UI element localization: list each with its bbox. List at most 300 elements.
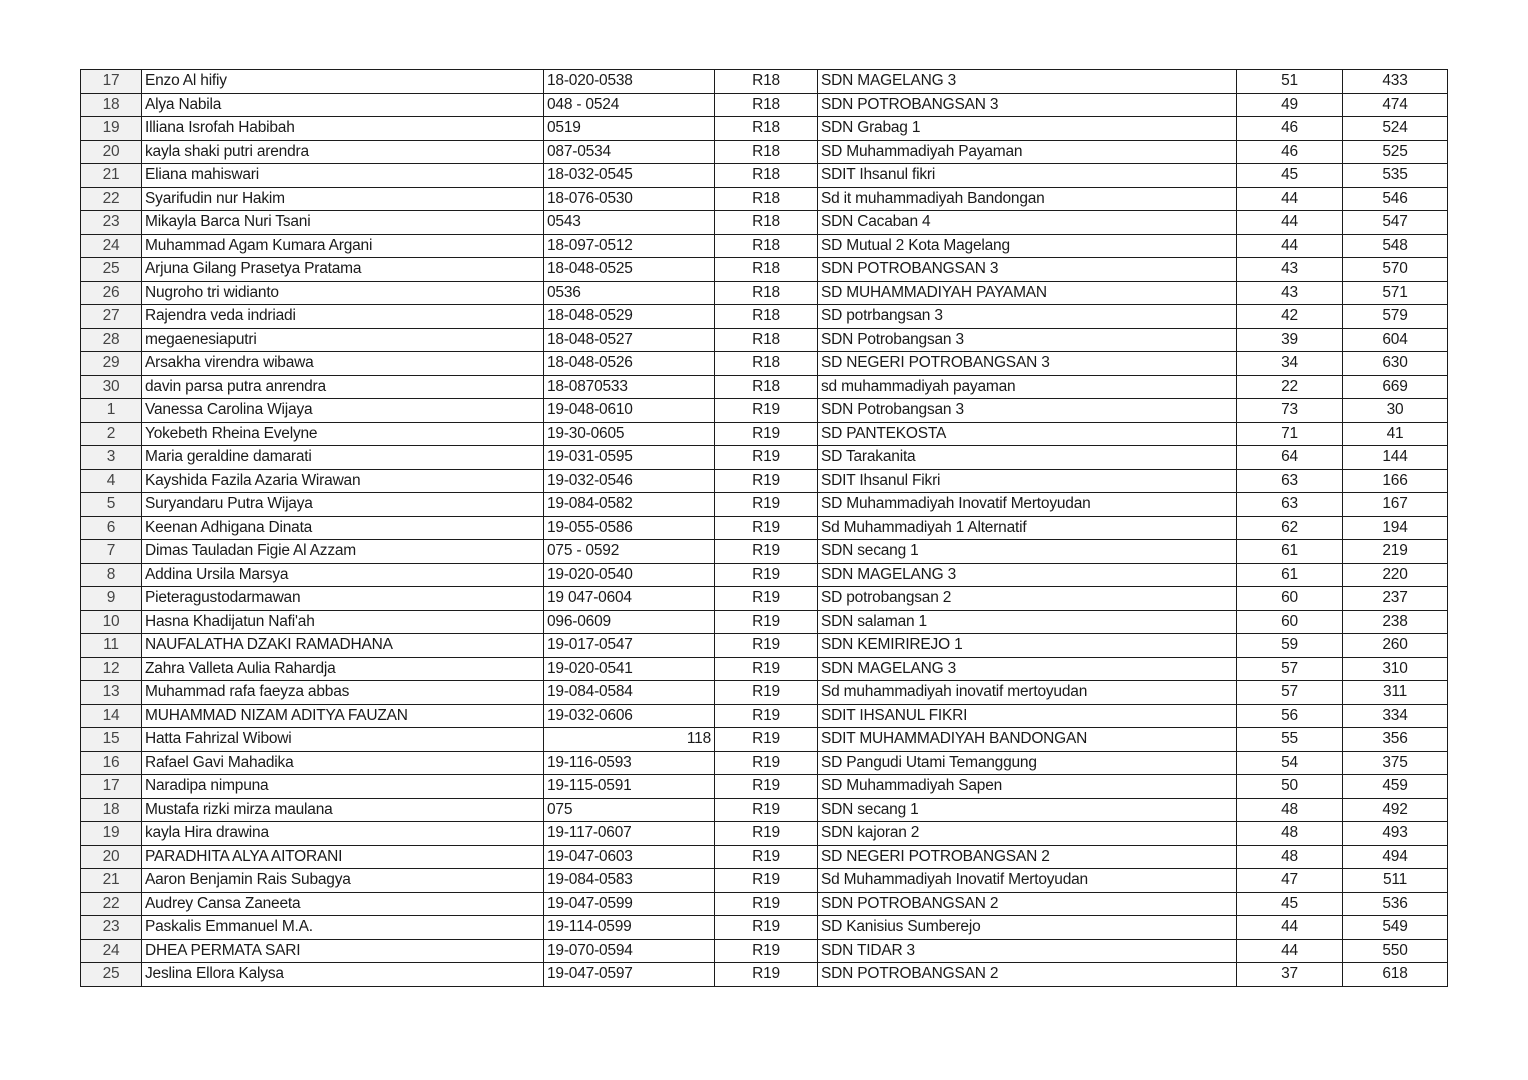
student-name-cell: Naradipa nimpuna (142, 775, 544, 799)
table-row (81, 822, 1448, 846)
rank-cell: 630 (1343, 352, 1448, 376)
participant-code-cell: 19-084-0582 (544, 493, 715, 517)
school-cell: Sd Muhammadiyah Inovatif Mertoyudan (818, 869, 1237, 893)
group-cell: R19 (715, 587, 818, 611)
school-cell: SDN MAGELANG 3 (818, 657, 1237, 681)
student-name-cell: DHEA PERMATA SARI (142, 939, 544, 963)
rank-cell: 547 (1343, 211, 1448, 235)
table-row (81, 563, 1448, 587)
row-number-cell: 2 (81, 422, 142, 446)
school-cell: SD Muhammadiyah Payaman (818, 140, 1237, 164)
participant-code-cell: 19-055-0586 (544, 516, 715, 540)
school-cell: SDIT IHSANUL FIKRI (818, 704, 1237, 728)
table-row (81, 869, 1448, 893)
participant-code-cell: 19-115-0591 (544, 775, 715, 799)
group-cell: R18 (715, 140, 818, 164)
score-cell: 22 (1237, 375, 1343, 399)
row-number-cell: 24 (81, 939, 142, 963)
student-name-cell: Dimas Tauladan Figie Al Azzam (142, 540, 544, 564)
score-cell: 60 (1237, 587, 1343, 611)
row-number-cell: 27 (81, 305, 142, 329)
rank-cell: 525 (1343, 140, 1448, 164)
school-cell: SDN Potrobangsan 3 (818, 399, 1237, 423)
row-number-cell: 22 (81, 187, 142, 211)
rank-cell: 474 (1343, 93, 1448, 117)
group-cell: R19 (715, 916, 818, 940)
row-number-cell: 17 (81, 775, 142, 799)
participant-code-cell: 19-117-0607 (544, 822, 715, 846)
school-cell: SD Muhammadiyah Inovatif Mertoyudan (818, 493, 1237, 517)
row-number-cell: 25 (81, 963, 142, 987)
row-number-cell: 18 (81, 798, 142, 822)
row-number-cell: 12 (81, 657, 142, 681)
student-name-cell: Muhammad rafa faeyza abbas (142, 681, 544, 705)
student-name-cell: Alya Nabila (142, 93, 544, 117)
participant-code-cell: 0536 (544, 281, 715, 305)
group-cell: R19 (715, 845, 818, 869)
school-cell: Sd muhammadiyah inovatif mertoyudan (818, 681, 1237, 705)
score-cell: 48 (1237, 798, 1343, 822)
student-name-cell: Audrey Cansa Zaneeta (142, 892, 544, 916)
score-cell: 37 (1237, 963, 1343, 987)
rank-cell: 604 (1343, 328, 1448, 352)
score-cell: 44 (1237, 916, 1343, 940)
rank-cell: 41 (1343, 422, 1448, 446)
school-cell: SD Kanisius Sumberejo (818, 916, 1237, 940)
participant-code-cell: 19-031-0595 (544, 446, 715, 470)
student-name-cell: megaenesiaputri (142, 328, 544, 352)
student-name-cell: Eliana mahiswari (142, 164, 544, 188)
student-name-cell: Mustafa rizki mirza maulana (142, 798, 544, 822)
table-row (81, 775, 1448, 799)
participant-code-cell: 19-020-0540 (544, 563, 715, 587)
student-name-cell: Addina Ursila Marsya (142, 563, 544, 587)
table-row (81, 916, 1448, 940)
row-number-cell: 4 (81, 469, 142, 493)
row-number-cell: 6 (81, 516, 142, 540)
student-name-cell: Illiana Isrofah Habibah (142, 117, 544, 141)
score-cell: 39 (1237, 328, 1343, 352)
participant-code-cell: 18-048-0529 (544, 305, 715, 329)
participant-code-cell: 19-116-0593 (544, 751, 715, 775)
row-number-cell: 19 (81, 822, 142, 846)
group-cell: R19 (715, 775, 818, 799)
row-number-cell: 8 (81, 563, 142, 587)
row-number-cell: 25 (81, 258, 142, 282)
table-row (81, 352, 1448, 376)
school-cell: SDN KEMIRIREJO 1 (818, 634, 1237, 658)
participant-code-cell: 18-048-0526 (544, 352, 715, 376)
rank-cell: 493 (1343, 822, 1448, 846)
row-number-cell: 26 (81, 281, 142, 305)
group-cell: R18 (715, 258, 818, 282)
group-cell: R19 (715, 469, 818, 493)
row-number-cell: 29 (81, 352, 142, 376)
group-cell: R19 (715, 681, 818, 705)
school-cell: SD MUHAMMADIYAH PAYAMAN (818, 281, 1237, 305)
participant-code-cell: 18-0870533 (544, 375, 715, 399)
row-number-cell: 28 (81, 328, 142, 352)
rank-cell: 579 (1343, 305, 1448, 329)
table-row (81, 469, 1448, 493)
results-table (80, 69, 1448, 987)
row-number-cell: 21 (81, 164, 142, 188)
score-cell: 47 (1237, 869, 1343, 893)
school-cell: SDN salaman 1 (818, 610, 1237, 634)
student-name-cell: Nugroho tri widianto (142, 281, 544, 305)
rank-cell: 546 (1343, 187, 1448, 211)
participant-code-cell: 19-032-0606 (544, 704, 715, 728)
score-cell: 45 (1237, 892, 1343, 916)
participant-code-cell: 087-0534 (544, 140, 715, 164)
rank-cell: 536 (1343, 892, 1448, 916)
student-name-cell: Rafael Gavi Mahadika (142, 751, 544, 775)
school-cell: SD Pangudi Utami Temanggung (818, 751, 1237, 775)
row-number-cell: 20 (81, 140, 142, 164)
student-name-cell: Keenan Adhigana Dinata (142, 516, 544, 540)
group-cell: R19 (715, 704, 818, 728)
table-row (81, 446, 1448, 470)
rank-cell: 260 (1343, 634, 1448, 658)
rank-cell: 375 (1343, 751, 1448, 775)
participant-code-cell: 19-084-0583 (544, 869, 715, 893)
student-name-cell: Aaron Benjamin Rais Subagya (142, 869, 544, 893)
participant-code-cell: 18-032-0545 (544, 164, 715, 188)
student-name-cell: Yokebeth Rheina Evelyne (142, 422, 544, 446)
school-cell: SDN kajoran 2 (818, 822, 1237, 846)
table-row (81, 399, 1448, 423)
participant-code-cell: 18-020-0538 (544, 70, 715, 94)
school-cell: SD PANTEKOSTA (818, 422, 1237, 446)
row-number-cell: 5 (81, 493, 142, 517)
group-cell: R19 (715, 446, 818, 470)
school-cell: SDN Grabag 1 (818, 117, 1237, 141)
row-number-cell: 22 (81, 892, 142, 916)
student-name-cell: MUHAMMAD NIZAM ADITYA FAUZAN (142, 704, 544, 728)
group-cell: R19 (715, 963, 818, 987)
group-cell: R18 (715, 187, 818, 211)
table-row (81, 234, 1448, 258)
rank-cell: 570 (1343, 258, 1448, 282)
row-number-cell: 15 (81, 728, 142, 752)
student-name-cell: Jeslina Ellora Kalysa (142, 963, 544, 987)
group-cell: R18 (715, 281, 818, 305)
group-cell: R19 (715, 610, 818, 634)
score-cell: 44 (1237, 187, 1343, 211)
participant-code-cell: 19-017-0547 (544, 634, 715, 658)
score-cell: 71 (1237, 422, 1343, 446)
score-cell: 73 (1237, 399, 1343, 423)
group-cell: R19 (715, 634, 818, 658)
school-cell: SD potrbangsan 3 (818, 305, 1237, 329)
school-cell: SDN POTROBANGSAN 2 (818, 963, 1237, 987)
school-cell: SDN POTROBANGSAN 3 (818, 258, 1237, 282)
student-name-cell: kayla Hira drawina (142, 822, 544, 846)
school-cell: sd muhammadiyah payaman (818, 375, 1237, 399)
group-cell: R18 (715, 305, 818, 329)
score-cell: 44 (1237, 939, 1343, 963)
score-cell: 46 (1237, 140, 1343, 164)
group-cell: R19 (715, 939, 818, 963)
participant-code-cell: 19-070-0594 (544, 939, 715, 963)
row-number-cell: 7 (81, 540, 142, 564)
school-cell: SDN secang 1 (818, 540, 1237, 564)
row-number-cell: 17 (81, 70, 142, 94)
row-number-cell: 1 (81, 399, 142, 423)
row-number-cell: 9 (81, 587, 142, 611)
table-row (81, 493, 1448, 517)
score-cell: 55 (1237, 728, 1343, 752)
school-cell: SD NEGERI POTROBANGSAN 3 (818, 352, 1237, 376)
participant-code-cell: 19-114-0599 (544, 916, 715, 940)
score-cell: 46 (1237, 117, 1343, 141)
group-cell: R18 (715, 164, 818, 188)
table-row (81, 164, 1448, 188)
rank-cell: 550 (1343, 939, 1448, 963)
score-cell: 48 (1237, 845, 1343, 869)
student-name-cell: Mikayla Barca Nuri Tsani (142, 211, 544, 235)
student-name-cell: Paskalis Emmanuel M.A. (142, 916, 544, 940)
participant-code-cell: 18-076-0530 (544, 187, 715, 211)
student-name-cell: davin parsa putra anrendra (142, 375, 544, 399)
score-cell: 59 (1237, 634, 1343, 658)
rank-cell: 618 (1343, 963, 1448, 987)
row-number-cell: 19 (81, 117, 142, 141)
rank-cell: 311 (1343, 681, 1448, 705)
school-cell: SD Mutual 2 Kota Magelang (818, 234, 1237, 258)
table-row (81, 93, 1448, 117)
participant-code-cell: 19-047-0603 (544, 845, 715, 869)
school-cell: Sd Muhammadiyah 1 Alternatif (818, 516, 1237, 540)
group-cell: R19 (715, 516, 818, 540)
school-cell: SDN Cacaban 4 (818, 211, 1237, 235)
group-cell: R19 (715, 563, 818, 587)
rank-cell: 535 (1343, 164, 1448, 188)
participant-code-cell: 19-047-0597 (544, 963, 715, 987)
score-cell: 62 (1237, 516, 1343, 540)
participant-code-cell: 18-097-0512 (544, 234, 715, 258)
student-name-cell: kayla shaki putri arendra (142, 140, 544, 164)
table-row (81, 728, 1448, 752)
student-name-cell: Rajendra veda indriadi (142, 305, 544, 329)
row-number-cell: 14 (81, 704, 142, 728)
school-cell: SDN TIDAR 3 (818, 939, 1237, 963)
row-number-cell: 16 (81, 751, 142, 775)
rank-cell: 219 (1343, 540, 1448, 564)
score-cell: 44 (1237, 211, 1343, 235)
rank-cell: 238 (1343, 610, 1448, 634)
group-cell: R18 (715, 93, 818, 117)
participant-code-cell: 075 - 0592 (544, 540, 715, 564)
participant-code-cell: 18-048-0527 (544, 328, 715, 352)
rank-cell: 669 (1343, 375, 1448, 399)
school-cell: SD Tarakanita (818, 446, 1237, 470)
row-number-cell: 24 (81, 234, 142, 258)
rank-cell: 492 (1343, 798, 1448, 822)
participant-code-cell: 19-048-0610 (544, 399, 715, 423)
participant-code-cell: 0543 (544, 211, 715, 235)
table-row (81, 963, 1448, 987)
participant-code-cell: 19-30-0605 (544, 422, 715, 446)
row-number-cell: 21 (81, 869, 142, 893)
student-name-cell: Muhammad Agam Kumara Argani (142, 234, 544, 258)
group-cell: R18 (715, 70, 818, 94)
rank-cell: 549 (1343, 916, 1448, 940)
student-name-cell: Syarifudin nur Hakim (142, 187, 544, 211)
score-cell: 63 (1237, 469, 1343, 493)
row-number-cell: 30 (81, 375, 142, 399)
rank-cell: 237 (1343, 587, 1448, 611)
participant-code-cell: 048 - 0524 (544, 93, 715, 117)
rank-cell: 220 (1343, 563, 1448, 587)
rank-cell: 166 (1343, 469, 1448, 493)
group-cell: R18 (715, 211, 818, 235)
student-name-cell: Vanessa Carolina Wijaya (142, 399, 544, 423)
rank-cell: 524 (1343, 117, 1448, 141)
participant-code-cell: 19-047-0599 (544, 892, 715, 916)
table-row (81, 540, 1448, 564)
school-cell: SDN POTROBANGSAN 2 (818, 892, 1237, 916)
group-cell: R18 (715, 375, 818, 399)
student-name-cell: Enzo Al hifiy (142, 70, 544, 94)
school-cell: SDN secang 1 (818, 798, 1237, 822)
group-cell: R19 (715, 399, 818, 423)
table-row (81, 516, 1448, 540)
school-cell: SD potrobangsan 2 (818, 587, 1237, 611)
table-row (81, 328, 1448, 352)
score-cell: 43 (1237, 281, 1343, 305)
rank-cell: 511 (1343, 869, 1448, 893)
row-number-cell: 13 (81, 681, 142, 705)
group-cell: R18 (715, 117, 818, 141)
group-cell: R18 (715, 234, 818, 258)
participant-code-cell: 19-032-0546 (544, 469, 715, 493)
table-row (81, 422, 1448, 446)
participant-code-cell: 19 047-0604 (544, 587, 715, 611)
score-cell: 54 (1237, 751, 1343, 775)
rank-cell: 433 (1343, 70, 1448, 94)
school-cell: SDN POTROBANGSAN 3 (818, 93, 1237, 117)
score-cell: 49 (1237, 93, 1343, 117)
results-table-body (81, 70, 1448, 987)
student-name-cell: Arjuna Gilang Prasetya Pratama (142, 258, 544, 282)
score-cell: 42 (1237, 305, 1343, 329)
table-row (81, 187, 1448, 211)
table-row (81, 258, 1448, 282)
group-cell: R19 (715, 869, 818, 893)
score-cell: 44 (1237, 234, 1343, 258)
student-name-cell: Maria geraldine damarati (142, 446, 544, 470)
student-name-cell: Arsakha virendra wibawa (142, 352, 544, 376)
participant-code-cell: 118 (544, 728, 715, 752)
student-name-cell: Suryandaru Putra Wijaya (142, 493, 544, 517)
student-name-cell: Hatta Fahrizal Wibowi (142, 728, 544, 752)
row-number-cell: 18 (81, 93, 142, 117)
rank-cell: 571 (1343, 281, 1448, 305)
score-cell: 63 (1237, 493, 1343, 517)
student-name-cell: Hasna Khadijatun Nafi'ah (142, 610, 544, 634)
row-number-cell: 11 (81, 634, 142, 658)
group-cell: R19 (715, 493, 818, 517)
rank-cell: 334 (1343, 704, 1448, 728)
score-cell: 57 (1237, 681, 1343, 705)
rank-cell: 310 (1343, 657, 1448, 681)
table-row (81, 939, 1448, 963)
table-row (81, 751, 1448, 775)
score-cell: 57 (1237, 657, 1343, 681)
table-row (81, 892, 1448, 916)
table-row (81, 681, 1448, 705)
rank-cell: 548 (1343, 234, 1448, 258)
table-row (81, 70, 1448, 94)
rank-cell: 167 (1343, 493, 1448, 517)
student-name-cell: Kayshida Fazila Azaria Wirawan (142, 469, 544, 493)
school-cell: SDIT MUHAMMADIYAH BANDONGAN (818, 728, 1237, 752)
score-cell: 50 (1237, 775, 1343, 799)
score-cell: 34 (1237, 352, 1343, 376)
group-cell: R19 (715, 422, 818, 446)
school-cell: SDIT Ihsanul fikri (818, 164, 1237, 188)
school-cell: Sd it muhammadiyah Bandongan (818, 187, 1237, 211)
score-cell: 45 (1237, 164, 1343, 188)
participant-code-cell: 096-0609 (544, 610, 715, 634)
row-number-cell: 23 (81, 916, 142, 940)
table-row (81, 657, 1448, 681)
table-row (81, 704, 1448, 728)
score-cell: 51 (1237, 70, 1343, 94)
score-cell: 48 (1237, 822, 1343, 846)
school-cell: SDN MAGELANG 3 (818, 70, 1237, 94)
table-row (81, 117, 1448, 141)
table-row (81, 587, 1448, 611)
score-cell: 56 (1237, 704, 1343, 728)
row-number-cell: 20 (81, 845, 142, 869)
group-cell: R19 (715, 657, 818, 681)
student-name-cell: NAUFALATHA DZAKI RAMADHANA (142, 634, 544, 658)
group-cell: R18 (715, 328, 818, 352)
group-cell: R19 (715, 798, 818, 822)
table-row (81, 845, 1448, 869)
score-cell: 61 (1237, 540, 1343, 564)
rank-cell: 459 (1343, 775, 1448, 799)
group-cell: R19 (715, 892, 818, 916)
group-cell: R19 (715, 540, 818, 564)
table-row (81, 305, 1448, 329)
group-cell: R19 (715, 728, 818, 752)
score-cell: 60 (1237, 610, 1343, 634)
rank-cell: 30 (1343, 399, 1448, 423)
student-name-cell: Pieteragustodarmawan (142, 587, 544, 611)
school-cell: SDN MAGELANG 3 (818, 563, 1237, 587)
table-row (81, 140, 1448, 164)
participant-code-cell: 075 (544, 798, 715, 822)
score-cell: 61 (1237, 563, 1343, 587)
participant-code-cell: 0519 (544, 117, 715, 141)
participant-code-cell: 19-084-0584 (544, 681, 715, 705)
table-row (81, 634, 1448, 658)
school-cell: SDIT Ihsanul Fikri (818, 469, 1237, 493)
row-number-cell: 10 (81, 610, 142, 634)
rank-cell: 144 (1343, 446, 1448, 470)
table-row (81, 281, 1448, 305)
participant-code-cell: 19-020-0541 (544, 657, 715, 681)
table-row (81, 211, 1448, 235)
rank-cell: 194 (1343, 516, 1448, 540)
rank-cell: 356 (1343, 728, 1448, 752)
score-cell: 43 (1237, 258, 1343, 282)
table-row (81, 798, 1448, 822)
table-row (81, 610, 1448, 634)
